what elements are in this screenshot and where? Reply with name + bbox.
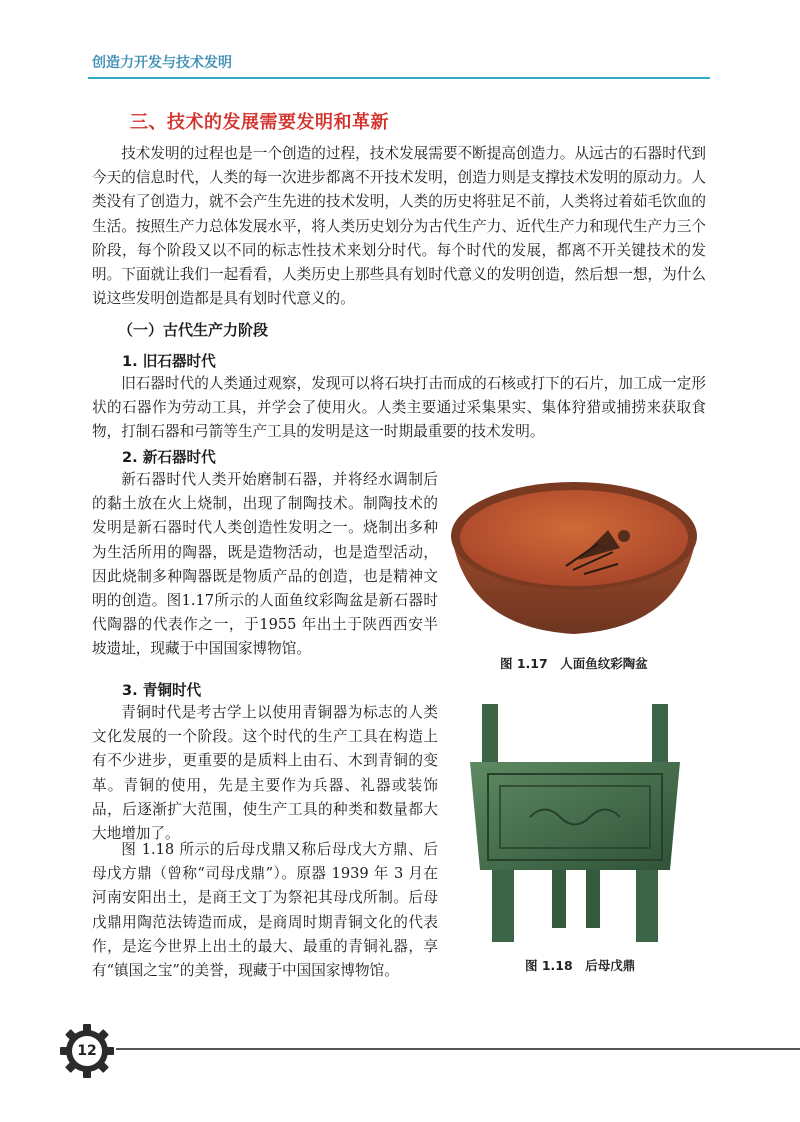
subsection-heading: （一）古代生产力阶段 [118, 321, 269, 339]
new-stone-age-paragraph: 新石器时代人类开始磨制石器，并将经水调制后的黏土放在火上烧制，出现了制陶技术。制陶技术的发明是新石器时代人类创造性发明之一。烧制出多种为生活所用的陶器，既是造物活动，也是造型活动，因此烧制多种陶器既是物质产品的创造，也是精神文明的创造。图1.17所示的人面鱼纹彩陶盆是新石器时代陶器的代表作之一，于1955 年出土于陕西西安半坡遗址，现藏于中国国家博物馆。 [92, 471, 438, 658]
new-stone-age-heading: 2. 新石器时代 [122, 449, 216, 466]
pottery-bowl-image [448, 478, 700, 638]
running-header: 创造力开发与技术发明 [92, 55, 232, 71]
bronze-age-heading: 3. 青铜时代 [122, 682, 202, 699]
bronze-ding-image [470, 700, 680, 948]
figure-1-17-caption: 图 1.17 人面鱼纹彩陶盆 [500, 656, 648, 671]
section-heading: 三、技术的发展需要发明和革新 [130, 112, 389, 133]
intro-paragraph: 技术发明的过程也是一个创造的过程，技术发展需要不断提高创造力。从远古的石器时代到今天的信息时代，人类的每一次进步都离不开技术发明，创造力则是支撑技术发明的原动力。人类没有了创造力，就不会产生先进的技术发明，人类的历史将驻足不前，人类将过着茹毛饮血的生活。按照生产力总体发展水平，将人类历史划分为古代生产力、近代生产力和现代生产力三个阶段，每个阶段又以不同的标志性技术来划分时代。每个时代的发展，都离不开关键技术的发明。下面就让我们一起看看，人类历史上那些具有划时代意义的发明创造，然后想一想，为什么说这些发明创造都是具有划时代意义的。 [92, 145, 706, 308]
header-rule [88, 77, 710, 79]
old-stone-age-paragraph: 旧石器时代的人类通过观察，发现可以将石块打击而成的石核或打下的石片，加工成一定形状的石器作为劳动工具，并学会了使用火。人类主要通过采集果实、集体狩猎或捕捞来获取食物，打制石器和弓箭等生产工具的发明是这一时期最重要的技术发明。 [92, 375, 706, 441]
figure-1-18-caption: 图 1.18 后母戊鼎 [525, 958, 636, 973]
old-stone-age-heading: 1. 旧石器时代 [122, 353, 216, 370]
bronze-age-paragraph: 青铜时代是考古学上以使用青铜器为标志的人类文化发展的一个阶段。这个时代的生产工具在构造上有不少进步，更重要的是质料上由石、木到青铜的变革。青铜的使用，先是主要作为兵器、礼器或装饰品，后逐渐扩大范围，使生产工具的种类和数量都大大地增加了。 [92, 704, 438, 843]
ding-paragraph: 图 1.18 所示的后母戊鼎又称后母戊大方鼎、后母戊方鼎（曾称“司母戊鼎”）。原器 1939 年 3 月在河南安阳出土，是商王文丁为祭祀其母戊所制。后母戊鼎用陶范法铸造而成，是商周时期青铜文化的代表作，是迄今世界上出土的最大、最重的青铜礼器，享有“镇国之宝”的美誉，现藏于中国国家博物馆。 [92, 841, 438, 980]
footer-rule [116, 1048, 800, 1050]
page-number: 12 [77, 1043, 97, 1059]
